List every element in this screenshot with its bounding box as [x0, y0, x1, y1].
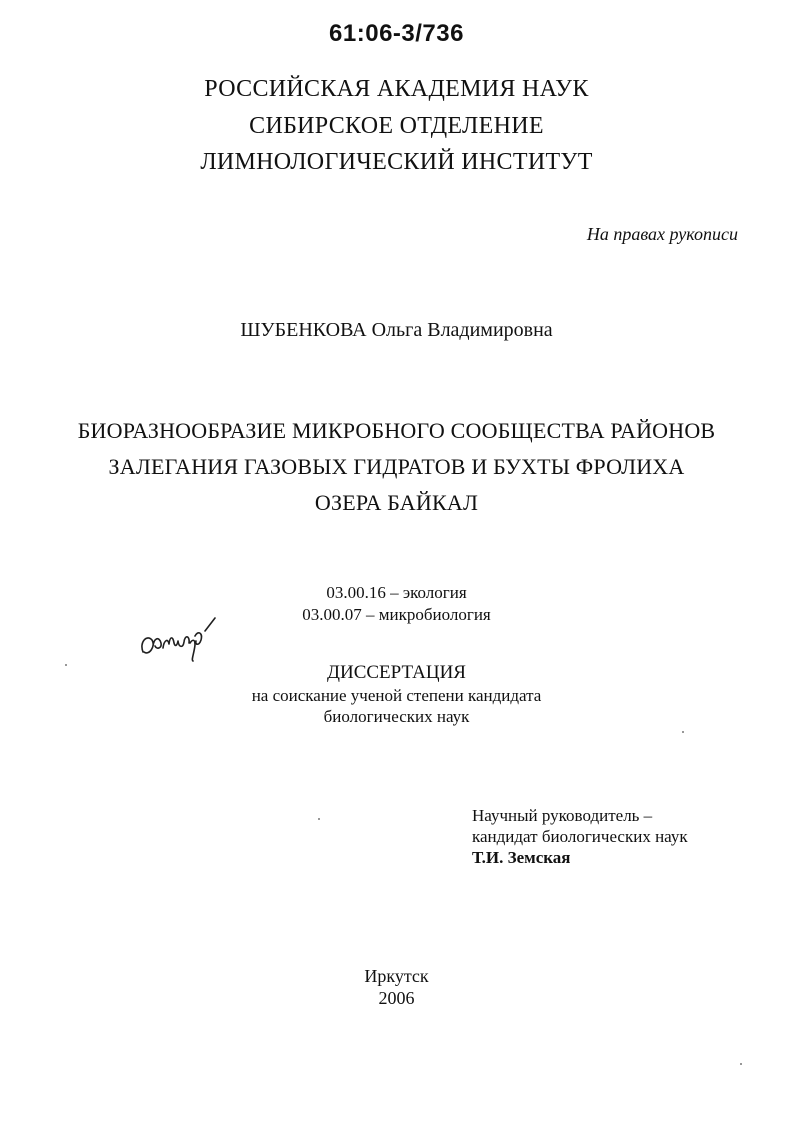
scan-speck [65, 664, 67, 666]
organization-line-2: СИБИРСКОЕ ОТДЕЛЕНИЕ [249, 113, 544, 139]
scan-speck [682, 731, 684, 733]
scan-speck [740, 1063, 742, 1065]
degree-line-2: биологических наук [323, 707, 470, 726]
thesis-title-line-3: ОЗЕРА БАЙКАЛ [314, 490, 479, 515]
author-name: ШУБЕНКОВА Ольга Владимировна [240, 319, 553, 341]
specialty-code-1: 03.00.16 – экология [326, 583, 467, 602]
document-code-number: 61:06-3/736 [329, 20, 464, 47]
document-type: ДИССЕРТАЦИЯ [327, 662, 466, 683]
organization-line-1: РОССИЙСКАЯ АКАДЕМИЯ НАУК [204, 76, 589, 102]
organization-line-3: ЛИМНОЛОГИЧЕСКИЙ ИНСТИТУТ [200, 149, 593, 175]
supervisor-degree: кандидат биологических наук [472, 827, 688, 846]
thesis-title-line-2: ЗАЛЕГАНИЯ ГАЗОВЫХ ГИДРАТОВ И БУХТЫ ФРОЛИХА [108, 454, 685, 479]
publication-city: Иркутск [364, 966, 429, 986]
manuscript-rights-note: На правах рукописи [586, 224, 738, 244]
supervisor-role: Научный руководитель – [472, 806, 653, 825]
degree-line-1: на соискание ученой степени кандидата [251, 686, 542, 705]
scan-speck [318, 818, 320, 820]
specialty-code-2: 03.00.07 – микробиология [302, 605, 491, 624]
thesis-title-line-1: БИОРАЗНООБРАЗИЕ МИКРОБНОГО СООБЩЕСТВА РАЙОНОВ [77, 418, 716, 443]
publication-year: 2006 [378, 988, 415, 1008]
supervisor-name: Т.И. Земская [472, 848, 571, 867]
